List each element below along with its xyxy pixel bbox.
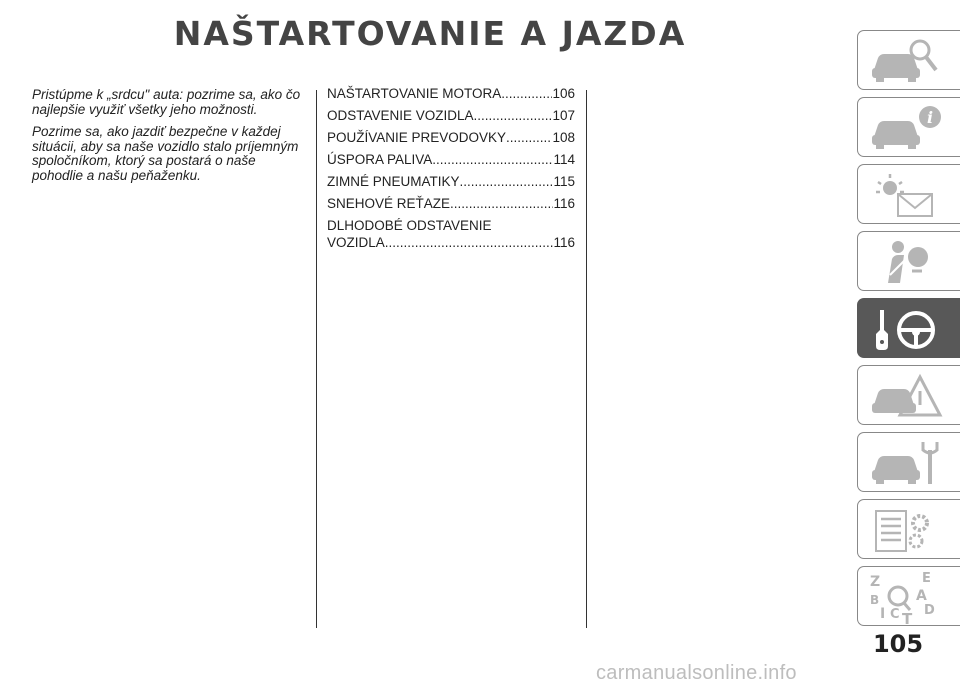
toc-leader (506, 130, 552, 145)
toc-leader (432, 152, 553, 167)
toc-page: 106 (552, 86, 575, 101)
tab-emergency[interactable] (857, 365, 960, 425)
intro-text (32, 88, 307, 191)
key-steering-wheel-icon (868, 302, 948, 356)
intro-paragraph: Pristúpme k „srdcu" auta: pozrime sa, ako čo najlepšie využiť všetky jeho možnosti. (32, 87, 301, 117)
toc-item-dlhodobe-odstavenie[interactable] (327, 218, 575, 252)
column-divider (316, 90, 317, 628)
index-letter: C (890, 607, 900, 622)
watermark: carmanualsonline.info (596, 662, 797, 684)
toc-page: 115 (553, 174, 575, 189)
toc-leader (460, 174, 554, 189)
index-letter: D (924, 603, 935, 618)
toc-item-odstavenie[interactable] (327, 108, 575, 125)
table-of-contents (327, 86, 575, 257)
column-divider (586, 90, 587, 628)
toc-leader (474, 108, 553, 123)
index-letter: Z (870, 574, 881, 590)
tab-starting-driving[interactable] (857, 298, 960, 358)
index-letter: E (922, 571, 931, 586)
toc-item-snehove-retaze[interactable] (327, 196, 575, 213)
warning-lights-message-icon (868, 168, 948, 222)
toc-page: 108 (552, 130, 575, 145)
toc-leader (385, 235, 554, 250)
toc-item-startovanie[interactable] (327, 86, 575, 103)
toc-label: NAŠTARTOVANIE MOTORA (327, 86, 502, 101)
intro-paragraph: Pozrime sa, ako jazdiť bezpečne v každej situácii, aby sa naše vozidlo stalo príjemným spoločníkom, ktorý sa postará o naše pohodlie a našu peňaženku. (32, 124, 299, 183)
toc-page: 107 (552, 108, 575, 123)
toc-item-zimne-pneumatiky[interactable] (327, 174, 575, 191)
index-letter: A (916, 588, 927, 604)
car-warning-triangle-icon (868, 369, 948, 423)
car-wrench-icon (868, 436, 948, 490)
tab-car-search[interactable] (857, 30, 960, 90)
seat-belt-airbag-icon (868, 235, 948, 289)
toc-label: ZIMNÉ PNEUMATIKY (327, 174, 460, 189)
toc-label: DLHODOBÉ ODSTAVENIE (327, 218, 492, 233)
technical-data-gear-icon (868, 503, 948, 557)
toc-page: 116 (553, 196, 575, 211)
index-letter: I (880, 606, 886, 622)
tab-safety[interactable] (857, 231, 960, 291)
tab-technical-data[interactable] (857, 499, 960, 559)
car-info-icon (868, 101, 948, 155)
toc-item-prevodovka[interactable] (327, 130, 575, 147)
car-search-icon (868, 34, 948, 88)
toc-page: 114 (553, 152, 575, 167)
toc-leader (450, 196, 553, 211)
toc-label: ODSTAVENIE VOZIDLA (327, 108, 474, 123)
tab-index[interactable] (857, 566, 960, 626)
toc-label: POUŽÍVANIE PREVODOVKY (327, 130, 507, 145)
toc-page: 116 (553, 235, 575, 250)
tab-maintenance[interactable] (857, 432, 960, 492)
toc-label: ÚSPORA PALIVA (327, 152, 433, 167)
page-title: NAŠTARTOVANIE A JAZDA (173, 14, 687, 53)
toc-leader (501, 86, 552, 101)
toc-label: SNEHOVÉ REŤAZE (327, 196, 451, 211)
page-number: 105 (872, 630, 924, 658)
index-letter: T (902, 610, 913, 624)
tab-car-info[interactable] (857, 97, 960, 157)
alphabetical-index-icon (868, 570, 948, 624)
svg-text:i: i (926, 108, 934, 127)
tab-warning-lights[interactable] (857, 164, 960, 224)
toc-label: VOZIDLA (327, 235, 385, 250)
index-letter: B (870, 593, 880, 607)
toc-item-uspora-paliva[interactable] (327, 152, 575, 169)
